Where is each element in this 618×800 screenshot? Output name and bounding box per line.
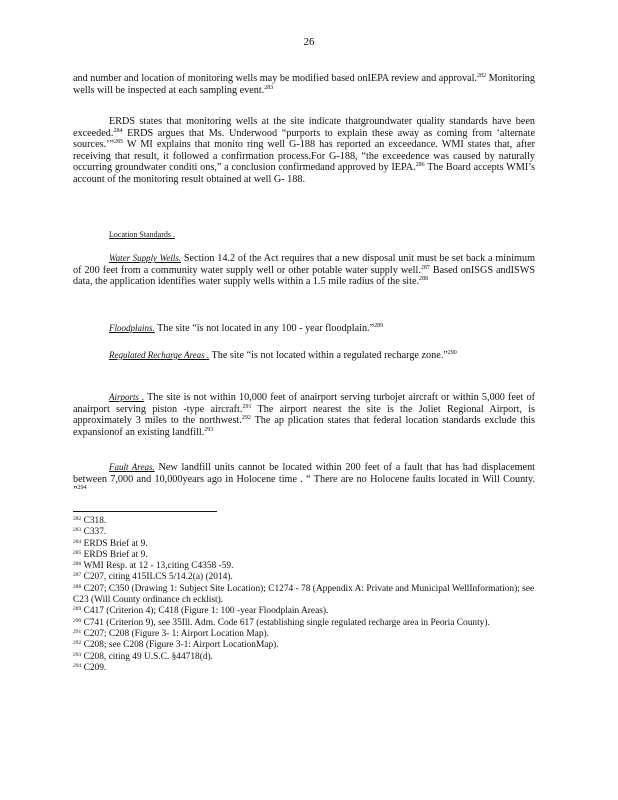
footnote-number: 286	[73, 561, 82, 568]
footnote-ref: 291	[242, 403, 252, 410]
footnote-ref: 284	[113, 127, 123, 134]
section-heading: Location Standards .	[109, 230, 175, 239]
paragraph-fault-areas	[73, 462, 535, 497]
paragraph-monitoring-wells	[73, 73, 535, 96]
footnote-number: 289	[73, 606, 82, 613]
footnote	[73, 606, 535, 617]
footnote	[73, 629, 535, 640]
footnote-text: C741 (Criterion 9), see 35Ill. Adm. Code 617 (establishing single regulated recharge area in Peoria County).	[83, 617, 490, 628]
footnote-number: 282	[73, 516, 82, 522]
paragraph-water-supply-wells	[73, 253, 535, 288]
footnote-ref: 288	[419, 276, 429, 283]
footnote-number: 293	[73, 651, 82, 658]
footnote	[73, 527, 535, 538]
footnote	[73, 561, 535, 572]
paragraph-text: The site “is not located within a regulated recharge zone.”	[209, 350, 448, 361]
footnote-number: 290	[73, 617, 82, 624]
footnote-text: ERDS Brief at 9.	[83, 549, 148, 560]
paragraph-lead: Water Supply Wells.	[109, 253, 182, 263]
footnote-ref: 290	[447, 350, 457, 356]
paragraph-text: ERDS argues that Ms. Underwood “purports to explain these away as coming from ‘alternate sources.’”	[73, 127, 535, 151]
footnote-number: 287	[73, 572, 82, 579]
footnote	[73, 584, 535, 607]
footnote-number: 285	[73, 549, 82, 556]
footnote-text: C208, citing 49 U.S.C. §44718(d).	[83, 651, 214, 662]
footnotes	[73, 516, 535, 674]
footnote	[73, 539, 535, 550]
paragraph-lead: Fault Areas.	[109, 462, 155, 472]
paragraph-lead: Floodplains.	[109, 323, 155, 333]
footnote-text: C337.	[83, 527, 107, 538]
footnote	[73, 516, 535, 527]
footnote-number: 284	[73, 538, 82, 545]
paragraph-text: W MI explains that monito ring well G-188 has reported an exceedance. WMI states that, after receiving that result, it followed a confirmation process.For G-188, “the exceedence was caused by naturally occurring groundwater conditi ons,” a conclusion confirmedand approved by IEPA.	[73, 139, 535, 174]
footnote-text: C207; C208 (Figure 3- 1: Airport Location Map).	[83, 628, 269, 639]
footnote-text: WMI Resp. at 12 - 13,citing C4358 -59.	[83, 561, 234, 572]
footnote	[73, 663, 535, 674]
footnote-number: 292	[73, 640, 82, 647]
paragraph-text: Monitoring wells will be inspected at each sampling event.	[73, 73, 535, 96]
footnote-text: C209.	[83, 662, 107, 673]
footnote-text: C318.	[83, 516, 107, 526]
paragraph-airports	[73, 392, 535, 438]
paragraph-lead: Regulated Recharge Areas .	[109, 350, 210, 360]
paragraph-erds-groundwater	[73, 116, 535, 186]
paragraph-lead: Airports .	[109, 392, 145, 402]
paragraph-text: The Board accepts WMI’s account of the monitoring result obtained at well G- 188.	[73, 162, 536, 185]
paragraph-text: The site “is not located in any 100 - year floodplain.”	[154, 323, 375, 334]
footnote-ref: 283	[264, 84, 274, 91]
footnote-ref: 285	[114, 139, 124, 146]
footnote-text: ERDS Brief at 9.	[83, 538, 148, 549]
paragraph-text: New landfill units cannot be located within 200 feet of a fault that has had displacement between 7,000 and 10,000years ago in Holocene time . “ There are no Holocene faults located in Will County. ”	[73, 462, 536, 497]
paragraph-text: The site is not within 10,000 feet of anairport serving turbojet aircraft or within 5,000 feet of anairport serving piston -type aircraft.	[73, 392, 536, 415]
footnote	[73, 652, 535, 663]
footnote	[73, 572, 535, 583]
paragraph-floodplains	[73, 323, 535, 335]
footnote-text: C208; see C208 (Figure 3-1: Airport LocationMap).	[83, 640, 279, 651]
footnote-ref: 293	[204, 426, 214, 433]
paragraph-text: The ap plication states that federal location standards exclude this expansionof an existing landfill.	[73, 415, 535, 438]
paragraph-text: Section 14.2 of the Act requires that a new disposal unit must be set back a minimum of 200 feet from a community water supply well or other potable water supply well.	[73, 253, 535, 276]
footnote-ref: 282	[476, 73, 486, 79]
footnote-ref: 286	[415, 162, 425, 169]
footnote-text: C207; C350 (Drawing 1: Subject Site Location); C1274 - 78 (Appendix A: Private and Municipal WellInformation); see C23 (Will County ordinance ch ecklist).	[73, 583, 535, 606]
paragraph-text: Based onISGS andISWS data, the application identifies water supply wells within a 1.5 mile radius of the site.	[73, 264, 535, 288]
footnote-separator	[73, 511, 217, 512]
page-number: 26	[303, 36, 315, 48]
footnote	[73, 640, 535, 651]
paragraph-recharge-areas	[73, 350, 535, 362]
paragraph-text: The airport nearest the site is the Joliet Regional Airport, is approximately 3 miles to the northwest.	[73, 403, 535, 427]
footnote-ref: 289	[374, 323, 384, 329]
paragraph-text: and number and location of monitoring wells may be modified based onIEPA review and approval.	[73, 73, 477, 84]
footnote-ref: 292	[241, 415, 251, 422]
footnote	[73, 550, 535, 561]
footnote-number: 283	[73, 527, 82, 534]
footnote-ref: 294	[77, 485, 87, 492]
footnote-ref: 287	[420, 264, 430, 271]
footnote-number: 291	[73, 628, 82, 635]
footnote-number: 294	[73, 662, 82, 669]
footnote-number: 288	[73, 583, 82, 590]
paragraph-text: ERDS states that monitoring wells at the site indicate thatgroundwater quality standards have been exceeded.	[73, 116, 535, 139]
footnote	[73, 618, 535, 629]
footnote-text: C207, citing 415ILCS 5/14.2(a) (2014).	[83, 572, 233, 583]
footnote-text: C417 (Criterion 4); C418 (Figure 1: 100 -year Floodplain Areas).	[83, 606, 329, 617]
